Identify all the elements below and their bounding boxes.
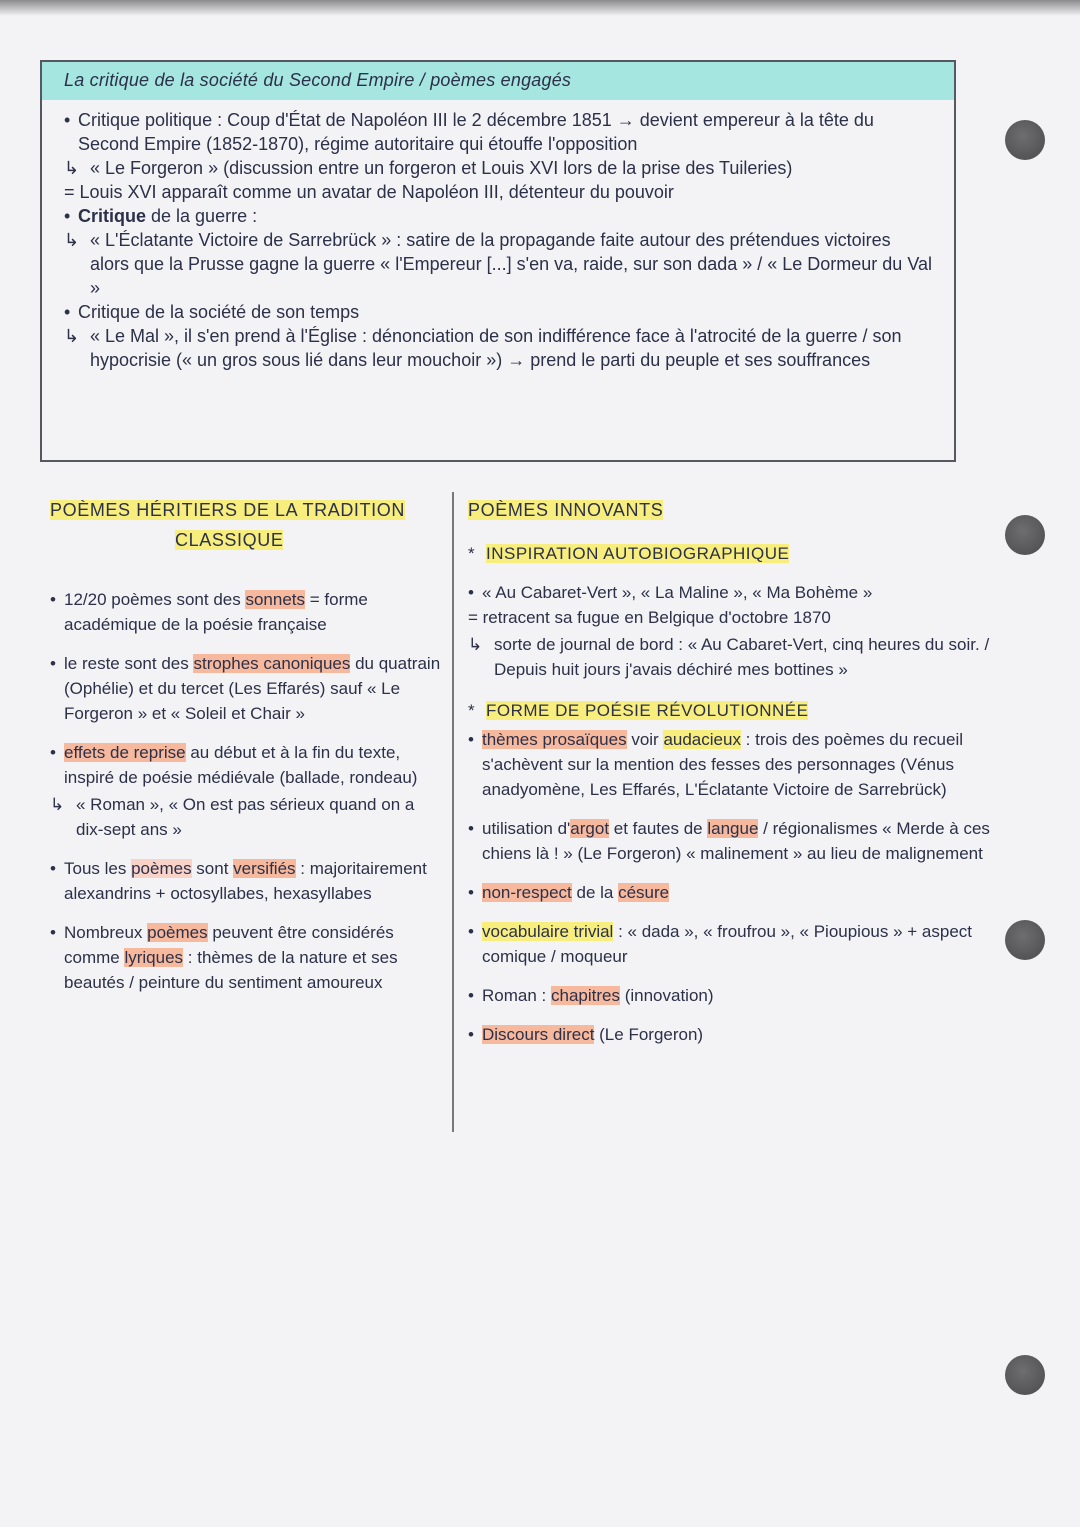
reprise-example-line (50, 792, 442, 842)
lyricism-highlight-2: lyriques (124, 948, 184, 967)
versification-pre: Tous les (64, 859, 132, 878)
strophes-bullet (50, 651, 442, 726)
autobio-heading-line (468, 541, 998, 566)
autobio-poems-bullet (468, 580, 998, 605)
return-arrow-icon (50, 792, 64, 817)
versification-mid: sont (191, 859, 234, 878)
war-label-strong: Critique (78, 206, 147, 226)
return-arrow-icon (468, 632, 482, 657)
reprise-bullet (50, 740, 442, 790)
page-top-edge (0, 0, 1080, 16)
society-critique (64, 300, 932, 324)
society-label: Critique de la société de son temps (78, 302, 360, 322)
political-note: = Louis XVI apparaît comme un avatar de Napoléon III, détenteur du pouvoir (64, 182, 674, 202)
engaged-box-title: La critique de la société du Second Empire / poèmes engagés (42, 62, 954, 100)
argot-highlight-1: argot (570, 819, 610, 838)
argot-mid: et fautes de (609, 819, 708, 838)
binder-hole (1005, 120, 1045, 160)
engaged-box-body (42, 100, 954, 372)
war-example: « L'Éclatante Victoire de Sarrebrück » : satire de la propagande faite autour des prétendues victoires alors que la Prusse gagne la guerre « l'Empereur [...] s'en va, raide, sur son dada » / « Le Dormeur du Val » (90, 230, 933, 298)
themes-highlight-1: thèmes prosaïques (482, 730, 627, 749)
classic-title-second-line (50, 525, 442, 555)
cesure-highlight-2: césure (618, 883, 670, 902)
sonnets-pre: 12/20 poèmes sont des (64, 590, 246, 609)
society-example-line (64, 324, 932, 372)
political-text: : Coup d'État de Napoléon III le 2 décembre 1851 → devient empereur à la tête du Second Empire (1852-1870), régime autoritaire qui étouffe l'opposition (78, 110, 874, 154)
classic-title-line2: CLASSIQUE (175, 530, 284, 550)
themes-mid: voir (626, 730, 664, 749)
return-arrow-icon (64, 324, 79, 348)
argot-bullet (468, 816, 998, 866)
engaged-poems-box (40, 60, 956, 462)
autobio-poems: « Au Cabaret-Vert », « La Maline », « Ma Bohème » (482, 583, 873, 602)
themes-post: : trois des poèmes du recueil s'achèvent sur la mention des fesses des personnages (Vénus anadyomène, Les Effarés, L'Éclatante Victoire de Sarrebrück) (482, 730, 964, 799)
reprise-post: au début et à la fin du texte, inspiré de poésie médiévale (ballade, rondeau) (64, 743, 418, 787)
classic-title (50, 495, 442, 525)
direct-speech-highlight: Discours direct (482, 1025, 595, 1044)
roman-pre: Roman : (482, 986, 551, 1005)
vocab-post: : « dada », « froufrou », « Pioupious » + aspect comique / moqueur (482, 922, 973, 966)
roman-highlight: chapitres (550, 986, 620, 1005)
themes-bullet (468, 727, 998, 802)
argot-highlight-2: langue (707, 819, 759, 838)
strophes-pre: le reste sont des (64, 654, 194, 673)
return-arrow-icon (64, 156, 79, 180)
lyricism-post: : thèmes de la nature et ses beautés / peinture du sentiment amoureux (64, 948, 398, 992)
roman-bullet (468, 983, 998, 1008)
classic-title-line1: POÈMES HÉRITIERS DE LA TRADITION (50, 500, 405, 520)
vocab-bullet (468, 919, 998, 969)
sonnets-highlight: sonnets (245, 590, 306, 609)
argot-pre: utilisation d' (482, 819, 571, 838)
form-heading-line (468, 698, 998, 723)
cesure-mid: de la (571, 883, 619, 902)
classic-tradition-column (50, 495, 442, 995)
reprise-highlight: effets de reprise (64, 743, 186, 762)
column-divider (452, 492, 454, 1132)
roman-post: (innovation) (619, 986, 714, 1005)
strophes-highlight: strophes canoniques (193, 654, 351, 673)
reprise-example: « Roman », « On est pas sérieux quand on a dix-sept ans » (76, 795, 415, 839)
return-arrow-icon (64, 228, 79, 252)
war-critique (64, 204, 932, 228)
autobio-note: = retracent sa fugue en Belgique d'octobre 1870 (468, 608, 831, 627)
sonnets-bullet (50, 587, 442, 637)
versification-highlight-1: poèmes (131, 859, 192, 878)
war-example-line (64, 228, 932, 300)
direct-speech-bullet (468, 1022, 998, 1047)
political-critique (64, 108, 932, 156)
innovative-title: POÈMES INNOVANTS (468, 500, 664, 520)
autobio-heading: INSPIRATION AUTOBIOGRAPHIQUE (486, 544, 790, 563)
lyricism-pre: Nombreux (64, 923, 148, 942)
binder-hole (1005, 515, 1045, 555)
autobio-example-line (468, 632, 998, 682)
form-heading: FORME DE POÉSIE RÉVOLUTIONNÉE (486, 701, 809, 720)
political-label: Critique politique (78, 110, 213, 130)
autobio-example: sorte de journal de bord : « Au Cabaret-Vert, cinq heures du soir. / Depuis huit jours j'avais déchiré mes bottines » (494, 635, 990, 679)
versification-highlight-2: versifiés (233, 859, 296, 878)
political-example: « Le Forgeron » (discussion entre un forgeron et Louis XVI lors de la prise des Tuileries) (90, 158, 793, 178)
lyricism-mid: peuvent être considérés comme (64, 923, 394, 967)
vocab-highlight: vocabulaire trivial (482, 922, 614, 941)
versification-post: : majoritairement alexandrins + octosyllabes, hexasyllabes (64, 859, 427, 903)
strophes-post: du quatrain (Ophélie) et du tercet (Les Effarés) sauf « Le Forgeron » et « Soleil et Chair » (64, 654, 441, 723)
society-example: « Le Mal », il s'en prend à l'Église : dénonciation de son indifférence face à l'atrocité de la guerre / son hypocrisie (« un gros sous lié dans leur mouchoir ») → prend le parti du peuple et ses souffrances (90, 326, 902, 370)
binder-hole (1005, 1355, 1045, 1395)
versification-bullet (50, 856, 442, 906)
lyricism-highlight-1: poèmes (147, 923, 208, 942)
sonnets-post: = forme académique de la poésie française (64, 590, 368, 634)
lyricism-bullet (50, 920, 442, 995)
argot-post: / régionalismes « Merde à ces chiens là ! » (Le Forgeron) « malinement » au lieu de malignement (482, 819, 990, 863)
binder-hole (1005, 920, 1045, 960)
political-example-line (64, 156, 932, 180)
direct-speech-post: (Le Forgeron) (594, 1025, 704, 1044)
cesure-highlight-1: non-respect (482, 883, 572, 902)
cesure-bullet (468, 880, 998, 905)
war-label-rest: de la guerre : (146, 206, 258, 226)
themes-highlight-2: audacieux (663, 730, 741, 749)
innovative-title-line (468, 495, 998, 525)
innovative-column (468, 495, 998, 1047)
